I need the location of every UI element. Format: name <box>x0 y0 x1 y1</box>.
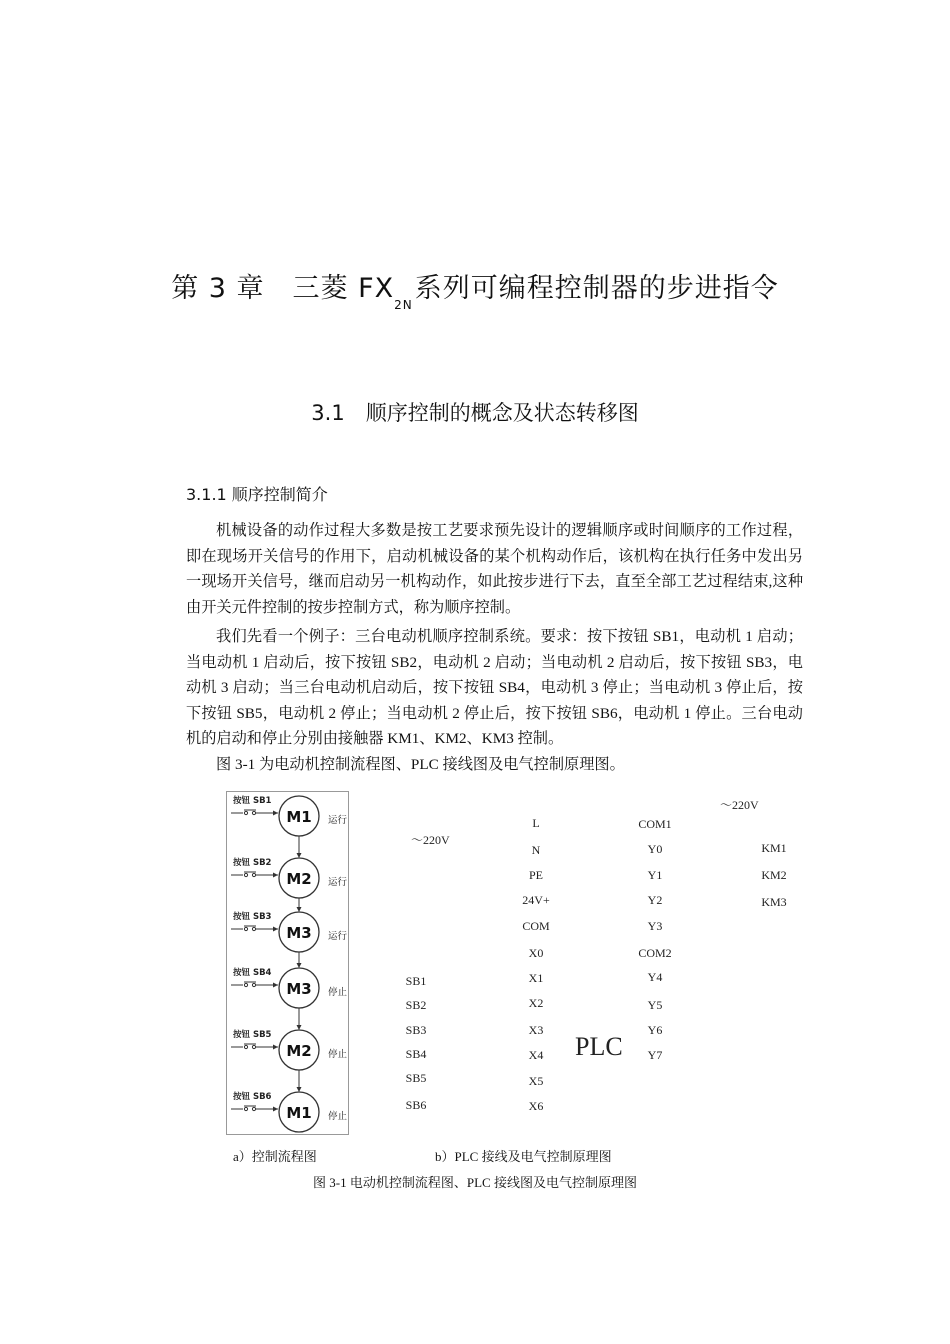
plc-input-terminal: X2 <box>528 996 544 1010</box>
button-label: SB1 <box>405 974 427 988</box>
plc-output-terminal: Y4 <box>647 970 663 984</box>
motor-label: M1 <box>286 808 312 826</box>
plc-output-terminal: Y3 <box>647 919 663 933</box>
supply-right-label: ～220V <box>720 798 759 812</box>
contact-terminal <box>252 983 255 986</box>
plc-input-terminal: X3 <box>528 1023 544 1037</box>
flow-connector-arrow <box>297 1025 302 1030</box>
signal-arrow-head <box>273 873 278 878</box>
text-line: 由开关元件控制的按步控制方式，称为顺序控制。 <box>186 598 521 616</box>
text-line: 即在现场开关信号的作用下，启动机械设备的某个机构动作后，该机构在执行任务中发出另 <box>186 547 803 565</box>
motor-label: M3 <box>286 980 312 998</box>
signal-arrow-head <box>273 1107 278 1112</box>
contact-terminal <box>244 983 247 986</box>
text-line: 动机 3 启动；当三台电动机启动后，按下按钮 SB4，电动机 3 停止；当电动机 3 停止后，按 <box>186 679 803 696</box>
signal-arrow-head <box>273 983 278 988</box>
motor-label: M2 <box>286 1042 312 1060</box>
chapter-title-subscript: 2N <box>394 298 413 312</box>
plc-output-terminal: Y5 <box>647 998 663 1012</box>
button-label: 按钮 SB2 <box>233 858 272 868</box>
text-line: 当电动机 1 启动后，按下按钮 SB2，电动机 2 启动；当电动机 2 启动后，按下按钮 SB3，电 <box>186 653 803 671</box>
plc-input-terminal: X4 <box>528 1048 544 1062</box>
plc-label: PLC <box>575 1032 623 1061</box>
chapter-title: 第 3 章 三菱 $FX_{2N}$系列可编程控制器的步进指令 <box>171 273 779 312</box>
text-line: 机械设备的动作过程大多数是按工艺要求预先设计的逻辑顺序或时间顺序的工作过程， <box>216 522 803 539</box>
plc-output-terminal: Y6 <box>647 1023 663 1037</box>
flow-connector-arrow <box>297 907 302 912</box>
text-line: 图 3-1 为电动机控制流程图、PLC 接线图及电气控制原理图。 <box>216 756 625 773</box>
contact-terminal <box>244 873 247 876</box>
caption-a: a）控制流程图 <box>233 1149 317 1164</box>
flowchart-svg <box>227 792 348 1134</box>
plc-input-terminal: X0 <box>528 946 544 960</box>
motor-state-label: 停止 <box>328 1049 348 1060</box>
supply-left-label: ～220V <box>411 833 450 847</box>
plc-output-terminal: COM2 <box>638 946 672 960</box>
contactor-label: KM1 <box>761 841 787 855</box>
button-label: SB5 <box>405 1071 427 1085</box>
plc-input-terminal: N <box>531 843 541 857</box>
plc-input-terminal: 24V+ <box>522 893 550 907</box>
signal-arrow-head <box>273 927 278 932</box>
flow-connector-arrow <box>297 1087 302 1092</box>
button-label: SB3 <box>405 1023 427 1037</box>
caption-b: b）PLC 接线及电气控制原理图 <box>435 1149 612 1164</box>
contact-terminal <box>244 1045 247 1048</box>
subsection-title: 3.1.1 顺序控制简介 <box>186 485 328 504</box>
contact-terminal <box>244 927 247 930</box>
flow-connector-arrow <box>297 853 302 858</box>
plc-input-terminal: PE <box>528 868 543 882</box>
contact-terminal <box>252 927 255 930</box>
flow-connector-arrow <box>297 963 302 968</box>
button-label: SB4 <box>405 1047 427 1061</box>
plc-output-terminal: Y7 <box>647 1048 663 1062</box>
signal-arrow-head <box>273 811 278 816</box>
button-label: SB6 <box>405 1098 427 1112</box>
paragraph-3 <box>186 752 803 778</box>
button-label: 按钮 SB1 <box>233 796 272 806</box>
motor-label: M2 <box>286 870 312 888</box>
motor-state-label: 停止 <box>328 987 348 998</box>
text-line: 我们先看一个例子：三台电动机顺序控制系统。要求：按下按钮 SB1，电动机 1 启动； <box>216 628 803 645</box>
button-label: 按钮 SB3 <box>233 912 272 922</box>
control-flowchart <box>226 791 349 1135</box>
button-label: 按钮 SB5 <box>233 1030 272 1040</box>
plc-input-terminal: L <box>532 816 540 830</box>
plc-output-terminal: Y0 <box>647 842 663 856</box>
motor-state-label: 运行 <box>328 815 348 826</box>
contact-terminal <box>252 1107 255 1110</box>
plc-input-terminal: COM <box>522 919 550 933</box>
contact-terminal <box>252 811 255 814</box>
contact-terminal <box>244 1107 247 1110</box>
button-label: 按钮 SB6 <box>233 1092 272 1102</box>
motor-label: M1 <box>286 1104 312 1122</box>
contactor-label: KM2 <box>761 868 787 882</box>
plc-input-terminal: X1 <box>528 971 544 985</box>
contact-terminal <box>244 811 247 814</box>
plc-output-terminal: Y2 <box>647 893 663 907</box>
plc-input-terminal: X6 <box>528 1099 544 1113</box>
contact-terminal <box>252 873 255 876</box>
plc-input-terminal: X5 <box>528 1074 544 1088</box>
motor-label: M3 <box>286 924 312 942</box>
text-line: 一现场开关信号，继而启动另一机构动作，如此按步进行下去，直至全部工艺过程结束,这种 <box>186 573 803 590</box>
section-title: 3.1 顺序控制的概念及状态转移图 <box>311 401 639 425</box>
button-label: SB2 <box>405 998 427 1012</box>
text-line: 下按钮 SB5，电动机 2 停止；当电动机 2 停止后，按下按钮 SB6，电动机 1 停止。三台电动 <box>186 704 803 722</box>
motor-state-label: 运行 <box>328 877 348 888</box>
paragraph-2 <box>186 624 803 752</box>
paragraph-1 <box>186 518 803 620</box>
contact-terminal <box>252 1045 255 1048</box>
figure-caption: 图 3-1 电动机控制流程图、PLC 接线图及电气控制原理图 <box>313 1175 637 1190</box>
plc-output-terminal: Y1 <box>647 868 663 882</box>
motor-state-label: 停止 <box>328 1111 348 1122</box>
signal-arrow-head <box>273 1045 278 1050</box>
contactor-label: KM3 <box>761 895 787 909</box>
text-line: 机的启动和停止分别由接触器 KM1、KM2、KM3 控制。 <box>186 730 564 747</box>
plc-output-terminal: COM1 <box>638 817 672 831</box>
motor-state-label: 运行 <box>328 931 348 942</box>
button-label: 按钮 SB4 <box>233 968 272 978</box>
